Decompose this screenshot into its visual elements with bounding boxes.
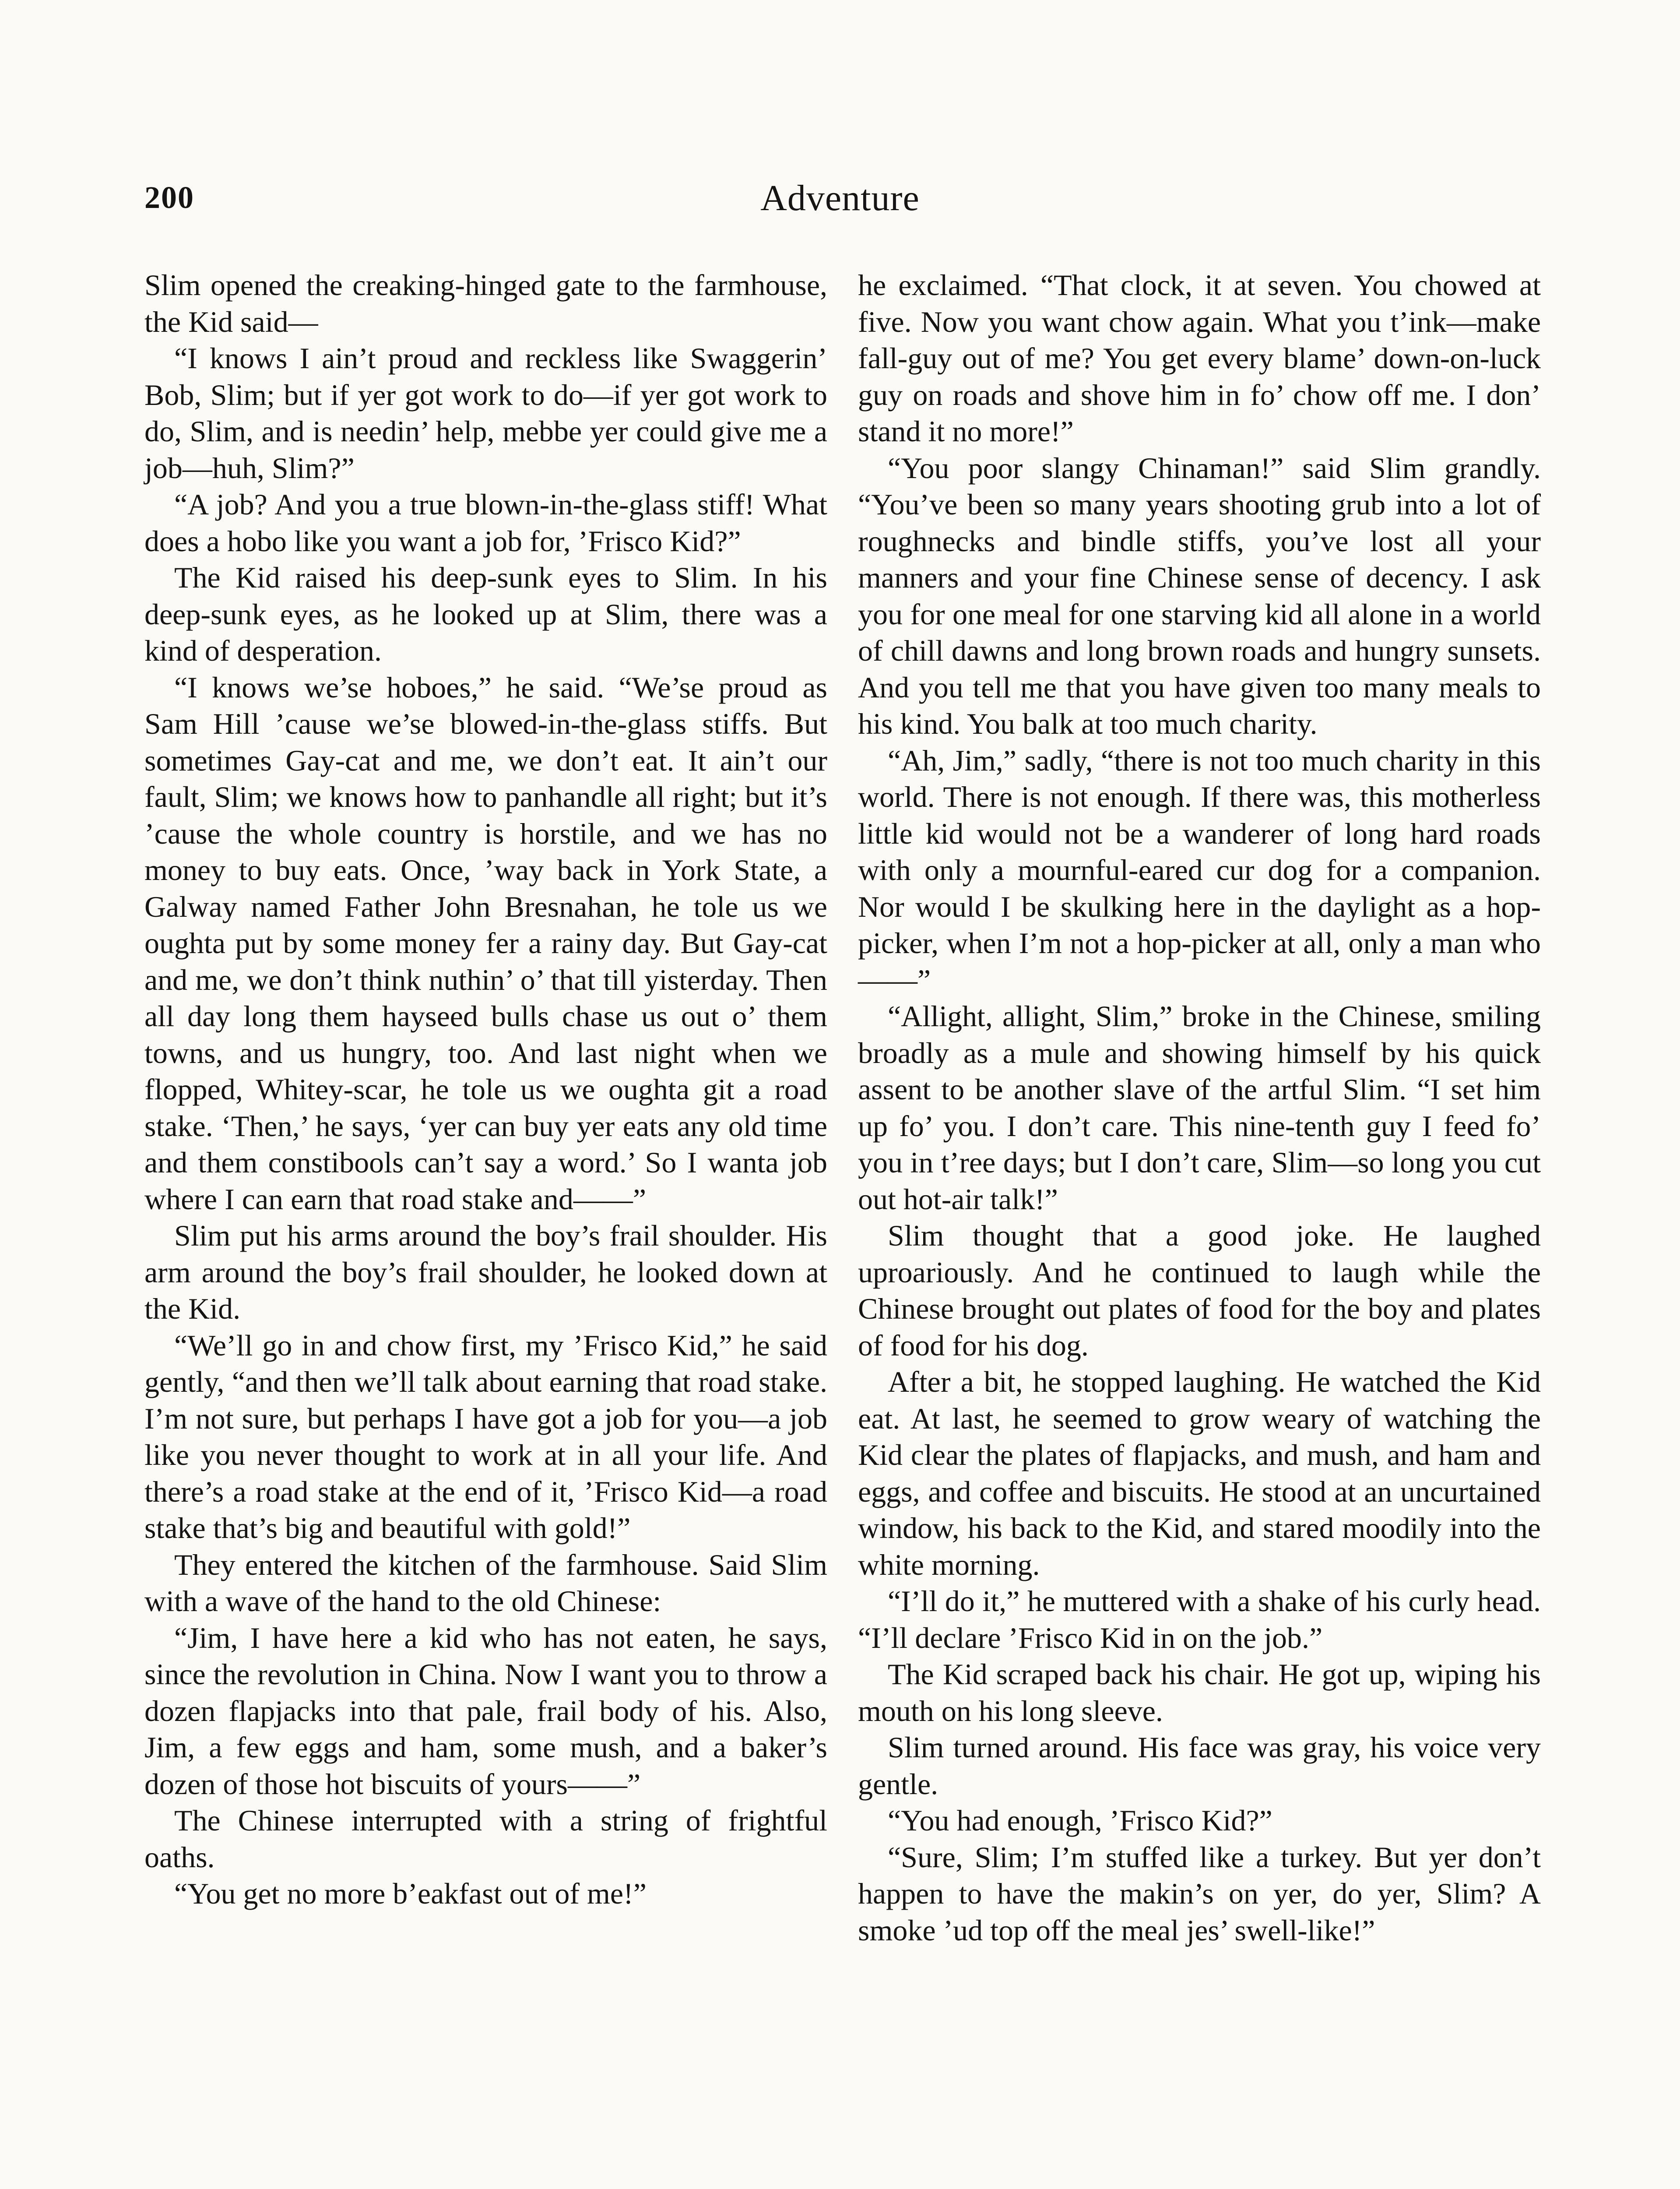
paragraph-continued: he exclaimed. “That clock, it at seven. You chowed at five. Now you want chow again. What you t’ink—make fall-guy out of me? You get every blame’ down-on-luck guy on roads and shove him in fo’ chow off me. I don’ stand it no more!” — [858, 268, 1541, 448]
paragraph: “We’ll go in and chow first, my ’Frisco Kid,” he said gently, “and then we’ll talk about earning that road stake. I’m not sure, but perhaps I have got a job for you—a job like you never thought to work at in all your life. And there’s a road stake at the end of it, ’Frisco Kid—a road stake that’s big and beautiful with gold!” — [144, 1328, 827, 1545]
paragraph: “You had enough, ’Frisco Kid?” — [888, 1804, 1272, 1837]
paragraph: “I knows I ain’t proud and reckless like Swaggerin’ Bob, Slim; but if yer got work to do—if yer got work to do, Slim, and is needin’ help, mebbe yer could give me a job—huh, Slim?” — [144, 341, 827, 485]
paragraph: They entered the kitchen of the farmhouse. Said Slim with a wave of the hand to the old Chinese: — [144, 1548, 827, 1618]
paragraph: After a bit, he stopped laughing. He watched the Kid eat. At last, he seemed to grow weary of watching the Kid clear the plates of flapjacks, and mush, and ham and eggs, and coffee and biscuits. He stood at an uncurtained window, his back to the Kid, and stared moodily into the white morning. — [858, 1365, 1541, 1581]
paragraph: “Sure, Slim; I’m stuffed like a turkey. But yer don’t happen to have the makin’s on yer, do yer, Slim? A smoke ’ud top off the meal jes’ swell-like!” — [858, 1840, 1541, 1947]
paragraph: Slim opened the creaking-hinged gate to the farmhouse, the Kid said— — [144, 268, 827, 338]
paragraph: “Jim, I have here a kid who has not eaten, he says, since the revolution in China. Now I want you to throw a dozen flapjacks into that pale, frail body of his. Also, Jim, a few eggs and ham, some mush, and a baker’s dozen of those hot biscuits of yours——” — [144, 1621, 827, 1801]
page-number: 200 — [144, 180, 194, 215]
right-column — [858, 267, 1541, 1949]
paragraph: Slim thought that a good joke. He laughed uproariously. And he continued to laugh while the Chinese brought out plates of food for the boy and plates of food for his dog. — [858, 1219, 1541, 1362]
paragraph: Slim turned around. His face was gray, his voice very gentle. — [858, 1731, 1541, 1801]
paragraph: “You poor slangy Chinaman!” said Slim grandly. “You’ve been so many years shooting grub into a lot of roughnecks and bindle stiffs, you’ve lost all your manners and your fine Chinese sense of decency. I ask you for one meal for one starving kid all alone in a world of chill dawns and long brown roads and hungry sunsets. And you tell me that you have given too many meals to his kind. You balk at too much charity. — [858, 451, 1541, 740]
running-head-title: Adventure — [760, 178, 920, 218]
paragraph: “You get no more b’eakfast out of me!” — [174, 1877, 647, 1910]
paragraph: “Ah, Jim,” sadly, “there is not too much charity in this world. There is not enough. If there was, this motherless little kid would not be a wanderer of long hard roads with only a mournful-eared cur dog for a companion. Nor would I be skulking here in the daylight as a hop-picker, when I’m not a hop-picker at all, only a man who——” — [858, 743, 1541, 996]
paragraph: “A job? And you a true blown-in-the-glass stiff! What does a hobo like you want a job for, ’Frisco Kid?” — [144, 488, 827, 558]
paragraph: “Allight, allight, Slim,” broke in the Chinese, smiling broadly as a mule and showing himself by his quick assent to be another slave of the artful Slim. “I set him up fo’ you. I don’t care. This nine-tenth guy I feed fo’ you in t’ree days; but I don’t care, Slim—so long you cut out hot-air talk!” — [858, 999, 1541, 1216]
paragraph: Slim put his arms around the boy’s frail shoulder. His arm around the boy’s frail shoulder, he looked down at the Kid. — [144, 1219, 827, 1325]
paragraph: The Kid raised his deep-sunk eyes to Slim. In his deep-sunk eyes, as he looked up at Slim, there was a kind of desperation. — [144, 561, 827, 667]
paragraph: “I’ll do it,” he muttered with a shake of his curly head. “I’ll declare ’Frisco Kid in on the job.” — [858, 1584, 1541, 1654]
left-column — [144, 267, 827, 1912]
paragraph: The Chinese interrupted with a string of frightful oaths. — [144, 1804, 827, 1874]
page-header — [144, 179, 1536, 232]
paragraph: The Kid scraped back his chair. He got up, wiping his mouth on his long sleeve. — [858, 1658, 1541, 1728]
paragraph: “I knows we’se hoboes,” he said. “We’se proud as Sam Hill ’cause we’se blowed-in-the-glass stiffs. But sometimes Gay-cat and me, we don’t eat. It ain’t our fault, Slim; we knows how to panhandle all right; but it’s ’cause the whole country is horstile, and we has no money to buy eats. Once, ’way back in York State, a Galway named Father John Bresnahan, he tole us we oughta put by some money fer a rainy day. But Gay-cat and me, we don’t think nuthin’ o’ that till yisterday. Then all day long them hayseed bulls chase us out o’ them towns, and us hungry, too. And last night when we flopped, Whitey-scar, he tole us we oughta git a road stake. ‘Then,’ he says, ‘yer can buy yer eats any old time and them constibools can’t say a word.’ So I wanta job where I can earn that road stake and——” — [144, 670, 827, 1216]
